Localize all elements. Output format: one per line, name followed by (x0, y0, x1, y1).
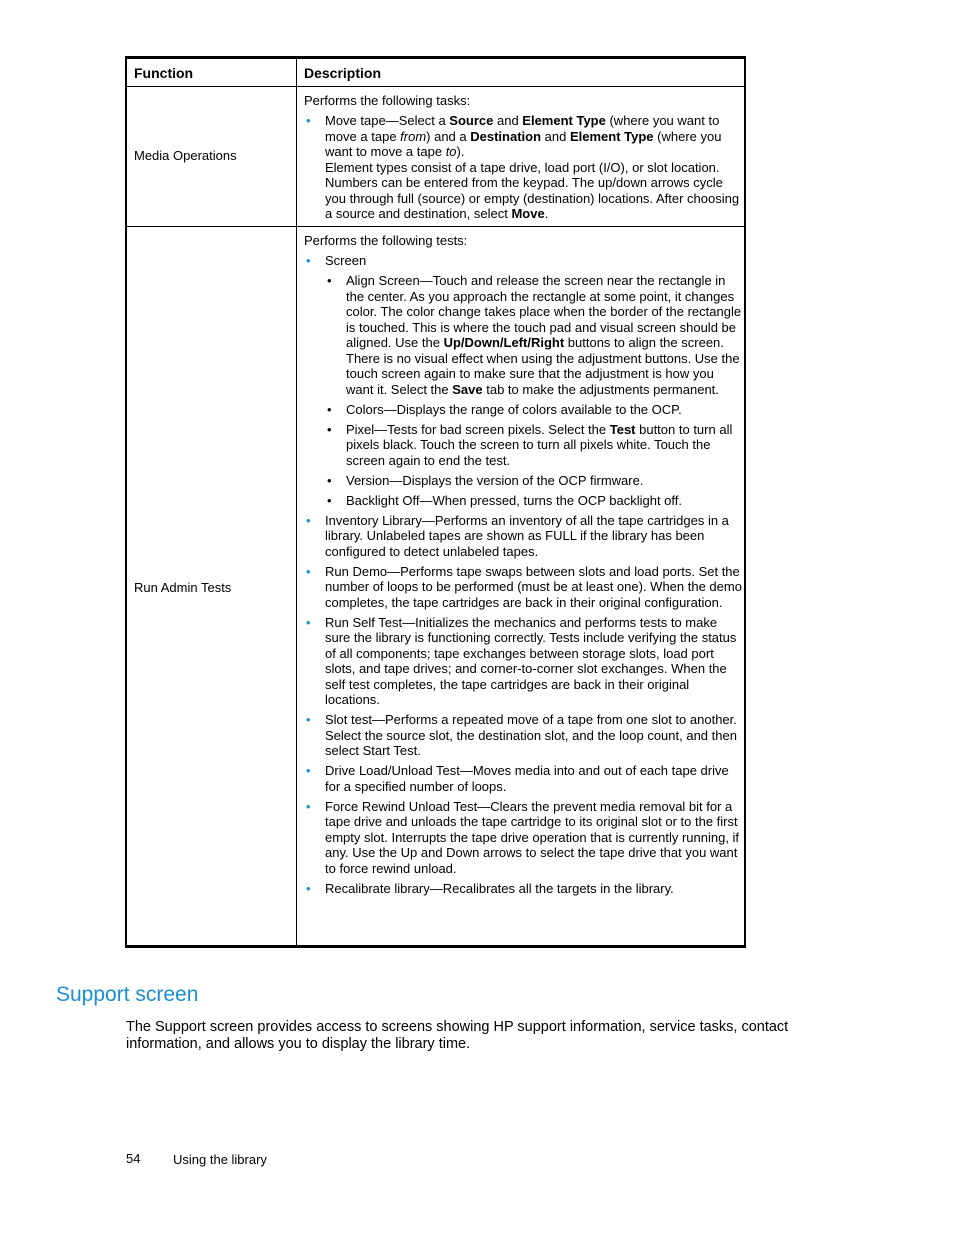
list-item: • Version—Displays the version of the OCP firmware. (325, 473, 744, 489)
list-item: • Slot test—Performs a repeated move of a tape from one slot to another. Select the source slot, the destination slot, and the loop count, and then select Start Test. (304, 712, 744, 759)
admin-intro: Performs the following tests: (304, 233, 468, 248)
page-number: 54 (126, 1151, 141, 1166)
description-media-operations (304, 93, 744, 222)
list-item: • Run Self Test—Initializes the mechanics and performs tests to make sure the library is functioning correctly. Tests include verifying the status of all components; tape exchanges between storage slots, load port slots, and tape drives; and corner-to-corner slot exchanges. When the self test completes, the tape cartridges are back in their original locations. (304, 615, 744, 708)
section-body: The Support screen provides access to screens showing HP support information, service tasks, contact information, and allows you to display the library time. (126, 1019, 789, 1052)
header-function: Function (134, 65, 194, 81)
list-item: • Force Rewind Unload Test—Clears the prevent media removal bit for a tape drive and unloads the tape cartridge to its original slot or to the first empty slot. Interrupts the tape drive operation that is currently running, if any. Use the Up and Down arrows to select the tape drive that you want to force rewind unload. (304, 799, 744, 877)
description-run-admin-tests (304, 233, 744, 896)
list-item: • Backlight Off—When pressed, turns the OCP backlight off. (325, 493, 744, 509)
list-item: • Pixel—Tests for bad screen pixels. Select the Test button to turn all pixels black. Touch the screen to turn all pixels white. Touch the screen again to end the test. (325, 422, 744, 469)
list-item: • Drive Load/Unload Test—Moves media into and out of each tape drive for a specified number of loops. (304, 763, 744, 794)
list-item: • Screen • Align Screen—Touch and release the screen near the rectangle in the center. As you approach the rectangle at some point, it changes color. The color change takes place when the border of the rectangle is touched. This is where the touch pad and visual screen should be aligned. Use the Up/Down/Left/Right buttons to align the screen. There is no visual effect when using the adjustment buttons. Use the touch screen again to make sure that the adjustment is how you want it. Select the Save tab to make the adjustments permanent. • Colors—Displays the range of colors available to the OCP. • Pixel—Tests for bad screen pixels. Select the Test button to turn all pixels black. Touch the screen to turn all pixels white. Touch the screen again to end the test. • Version—Displays the version of the OCP firmware. • Backlight Off—When pressed, turns the OCP backlight off. (304, 253, 744, 508)
list-item: • Recalibrate library—Recalibrates all the targets in the library. (304, 881, 744, 897)
column-divider (296, 59, 297, 945)
chapter-title: Using the library (173, 1152, 267, 1167)
function-media-operations: Media Operations (134, 148, 237, 163)
list-item: • Run Demo—Performs tape swaps between slots and load ports. Set the number of loops to be performed (must be at least one). When the demo completes, the tape cartridges are back in their original configuration. (304, 564, 744, 611)
list-item: • Align Screen—Touch and release the screen near the rectangle in the center. As you approach the rectangle at some point, it changes color. The color change takes place when the border of the rectangle is touched. This is where the touch pad and visual screen should be aligned. Use the Up/Down/Left/Right buttons to align the screen. There is no visual effect when using the adjustment buttons. Use the touch screen again to make sure that the adjustment is how you want it. Select the Save tab to make the adjustments permanent. (325, 273, 744, 397)
header-description: Description (304, 65, 382, 81)
list-item: • Move tape—Select a Source and Element Type (where you want to move a tape from) and a Destination and Element Type (where you want to move a tape to). Element types consist of a tape drive, load port (I/O), or slot location. Numbers can be entered from the keypad. The up/down arrows cycle you through full (source) or empty (destination) locations. After choosing a source and destination, select Move. (304, 113, 744, 222)
header-divider (127, 86, 744, 87)
section-title: Support screen (56, 983, 199, 1006)
media-intro: Performs the following tasks: (304, 93, 471, 108)
function-table (125, 56, 746, 948)
list-item: • Inventory Library—Performs an inventory of all the tape cartridges in a library. Unlabeled tapes are shown as FULL if the library has been configured to detect unlabeled tapes. (304, 513, 744, 560)
row-divider (127, 226, 744, 227)
list-item: • Colors—Displays the range of colors available to the OCP. (325, 402, 744, 418)
function-run-admin-tests: Run Admin Tests (134, 580, 232, 595)
